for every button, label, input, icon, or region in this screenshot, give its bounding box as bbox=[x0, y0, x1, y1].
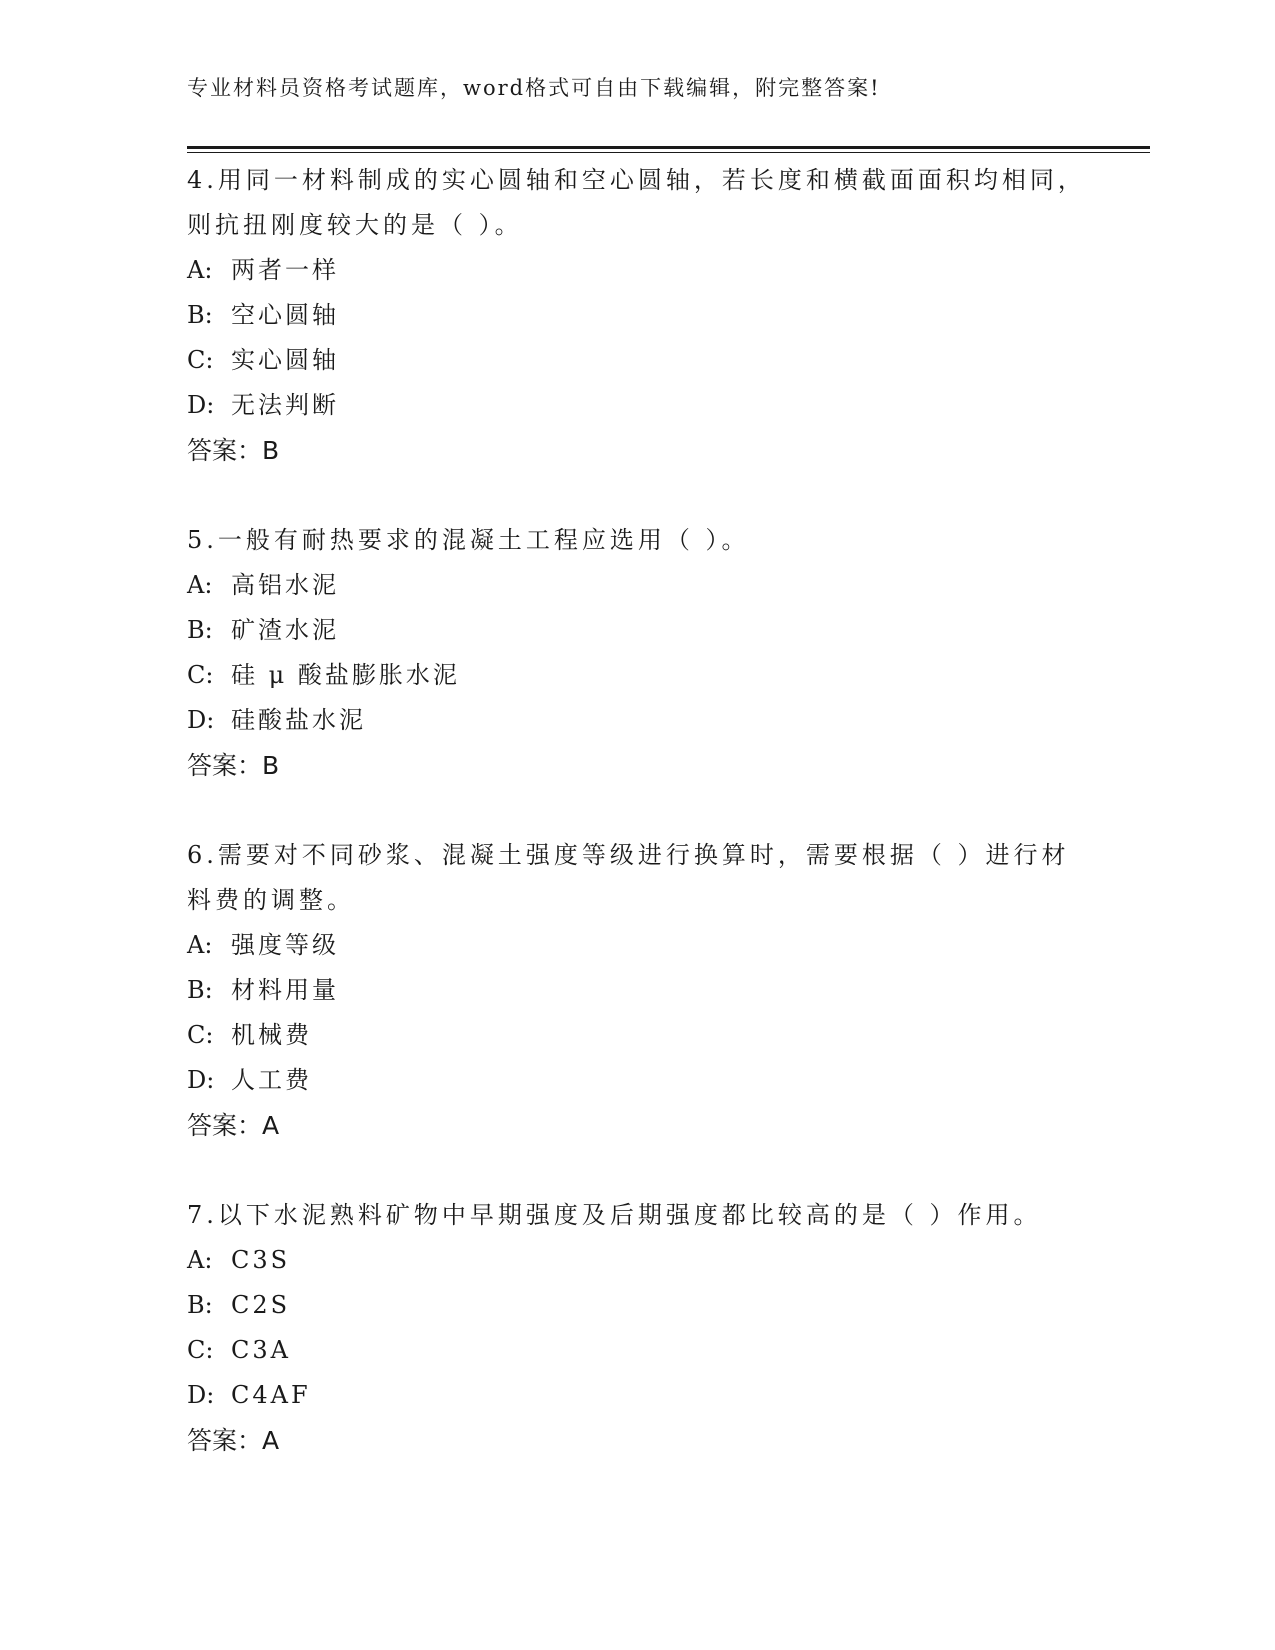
option-a bbox=[187, 248, 1087, 293]
answer-line: 答案：B bbox=[187, 436, 280, 465]
option-text: 两者一样 bbox=[231, 256, 339, 284]
option-key: C: bbox=[187, 346, 214, 374]
page-header: 专业材料员资格考试题库，word格式可自由下载编辑，附完整答案! bbox=[187, 76, 881, 100]
option-b bbox=[187, 968, 1087, 1013]
option-text: 空心圆轴 bbox=[231, 301, 339, 329]
option-text: 材料用量 bbox=[231, 976, 339, 1004]
option-key: A: bbox=[187, 571, 213, 599]
answer-line: 答案：A bbox=[187, 1426, 280, 1455]
option-text: C2S bbox=[231, 1291, 291, 1319]
option-d bbox=[187, 383, 1087, 428]
option-text: 矿渣水泥 bbox=[231, 616, 339, 644]
option-d bbox=[187, 1058, 1087, 1103]
option-key: B: bbox=[187, 301, 213, 329]
option-key: A: bbox=[187, 931, 213, 959]
option-c bbox=[187, 338, 1087, 383]
question-list bbox=[187, 158, 1087, 1463]
question-5 bbox=[187, 518, 1087, 788]
question-spacer bbox=[187, 1148, 1087, 1193]
option-text: 无法判断 bbox=[231, 391, 339, 419]
option-text: 硅 μ 酸盐膨胀水泥 bbox=[231, 661, 460, 689]
option-a bbox=[187, 563, 1087, 608]
question-stem: 6.需要对不同砂浆、混凝土强度等级进行换算时，需要根据（ ）进行材料费的调整。 bbox=[187, 841, 1070, 914]
option-key: D: bbox=[187, 1066, 215, 1094]
option-text: 高铝水泥 bbox=[231, 571, 339, 599]
question-stem: 4.用同一材料制成的实心圆轴和空心圆轴，若长度和横截面面积均相同，则抗扭刚度较大的是（ ）。 bbox=[187, 166, 1086, 239]
option-text: 硅酸盐水泥 bbox=[231, 706, 366, 734]
option-key: D: bbox=[187, 706, 215, 734]
option-b bbox=[187, 293, 1087, 338]
header-divider-thick bbox=[187, 146, 1150, 149]
question-6 bbox=[187, 833, 1087, 1148]
option-text: 强度等级 bbox=[231, 931, 339, 959]
option-key: C: bbox=[187, 661, 214, 689]
option-text: C4AF bbox=[231, 1381, 311, 1409]
option-key: B: bbox=[187, 976, 213, 1004]
option-key: B: bbox=[187, 1291, 213, 1319]
question-stem: 5.一般有耐热要求的混凝土工程应选用（ ）。 bbox=[187, 526, 750, 554]
answer-line: 答案：A bbox=[187, 1111, 280, 1140]
option-text: C3A bbox=[231, 1336, 291, 1364]
question-stem: 7.以下水泥熟料矿物中早期强度及后期强度都比较高的是（ ）作用。 bbox=[187, 1201, 1042, 1229]
option-key: A: bbox=[187, 256, 213, 284]
option-key: B: bbox=[187, 616, 213, 644]
option-key: D: bbox=[187, 1381, 215, 1409]
option-d bbox=[187, 1373, 1087, 1418]
option-text: 实心圆轴 bbox=[231, 346, 339, 374]
header-divider-thin bbox=[187, 152, 1150, 153]
question-spacer bbox=[187, 788, 1087, 833]
question-7 bbox=[187, 1193, 1087, 1463]
option-a bbox=[187, 923, 1087, 968]
option-c bbox=[187, 1328, 1087, 1373]
option-key: C: bbox=[187, 1336, 214, 1364]
option-text: C3S bbox=[231, 1246, 291, 1274]
question-spacer bbox=[187, 473, 1087, 518]
option-text: 机械费 bbox=[231, 1021, 312, 1049]
option-d bbox=[187, 698, 1087, 743]
option-text: 人工费 bbox=[231, 1066, 312, 1094]
option-key: C: bbox=[187, 1021, 214, 1049]
option-c bbox=[187, 653, 1087, 698]
option-key: A: bbox=[187, 1246, 213, 1274]
option-b bbox=[187, 608, 1087, 653]
option-c bbox=[187, 1013, 1087, 1058]
question-4 bbox=[187, 158, 1087, 473]
option-b bbox=[187, 1283, 1087, 1328]
option-key: D: bbox=[187, 391, 215, 419]
option-a bbox=[187, 1238, 1087, 1283]
answer-line: 答案：B bbox=[187, 751, 280, 780]
